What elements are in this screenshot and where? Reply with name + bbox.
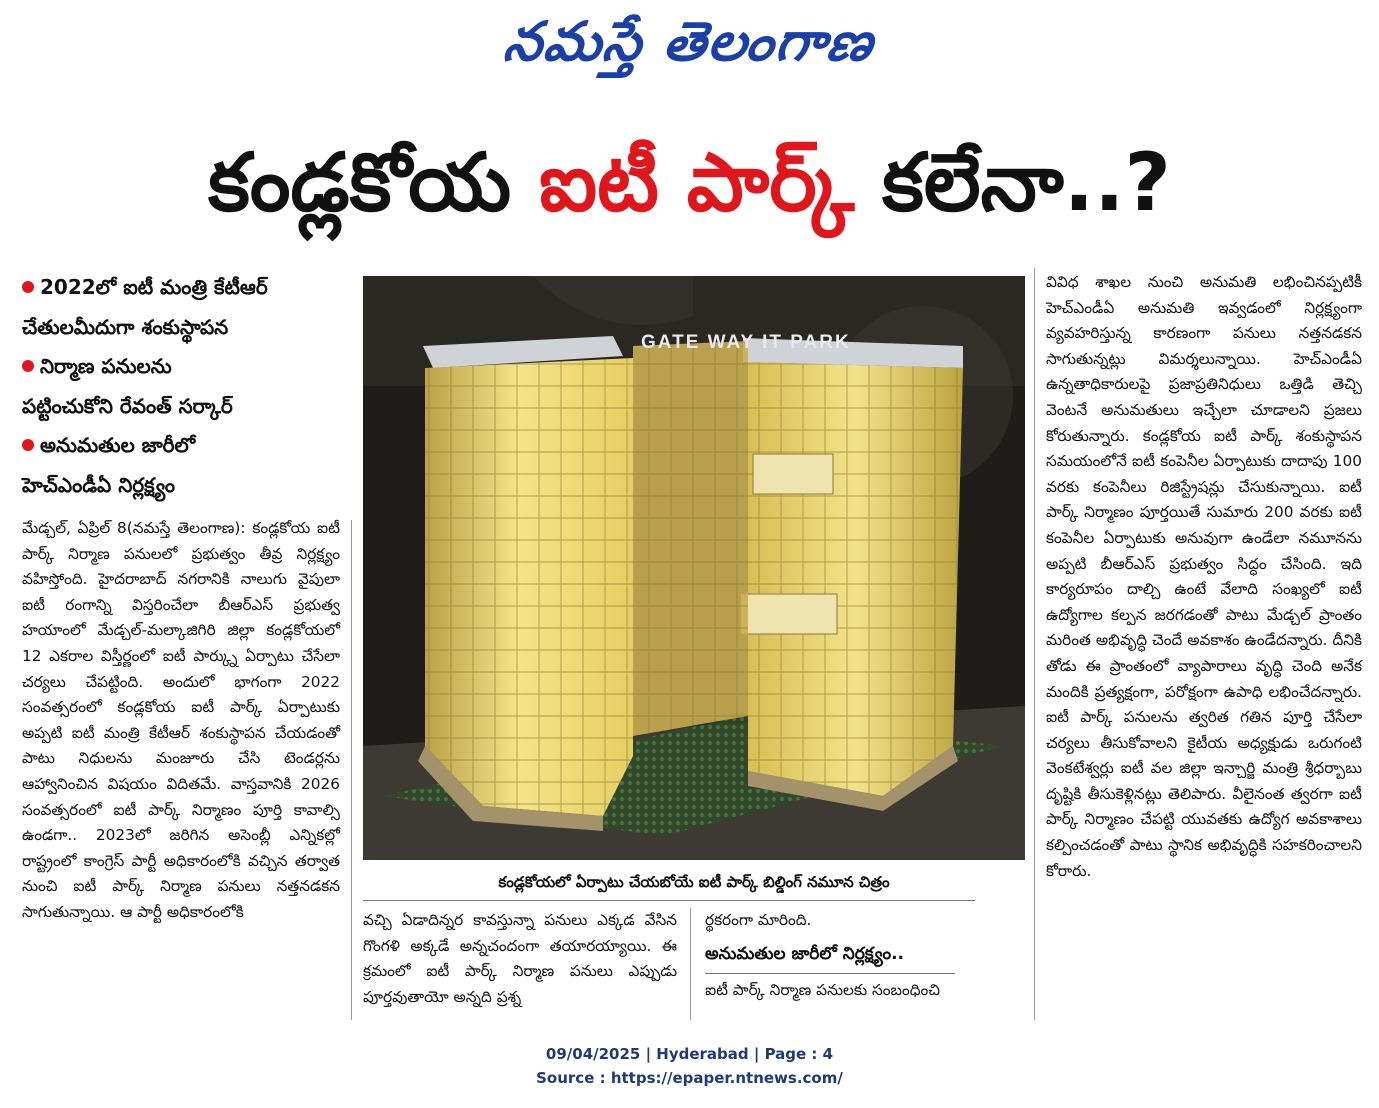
footer-source-link[interactable]: Source : https://epaper.ntnews.com/ bbox=[536, 1069, 843, 1087]
section-subheading: అనుమతుల జారీలో నిర్లక్ష్యం.. bbox=[705, 943, 904, 964]
article-text: ఐటీ పార్క్ నిర్మాణ పనులకు సంబంధించి bbox=[705, 981, 941, 1000]
building-sign-text: GATE WAY IT PARK bbox=[641, 332, 851, 353]
article-column-right bbox=[1046, 270, 1362, 884]
headline-part-3: కలేనా..? bbox=[882, 136, 1171, 229]
headline-part-2: ఐటీ పార్క్ bbox=[538, 136, 855, 229]
article-column-middle-left bbox=[363, 908, 677, 1010]
footer-dateline: 09/04/2025 | Hyderabad | Page : 4 bbox=[545, 1045, 834, 1063]
bullet-item: నిర్మాణ పనులను bbox=[22, 347, 340, 387]
building-model-illustration bbox=[363, 276, 1025, 860]
headline-part-1: కండ్లకోయ bbox=[208, 136, 512, 229]
bullet-item-continued: హెచ్ఎండీఏ నిర్లక్ష్యం bbox=[22, 472, 176, 497]
highlight-bullets bbox=[22, 268, 340, 505]
article-text: వచ్చి ఏడాదిన్నర కావస్తున్నా పనులు ఎక్కడ వేసిన గొంగళి అక్కడే అన్నచందంగా తయారయ్యాయి. ఈ క్రమంలో ఐటీ పార్క్ నిర్మాణ పనులు ఎప్పుడు పూర్తవుతాయో అన్నది ప్రశ్న bbox=[363, 911, 677, 1006]
caption-rule bbox=[363, 900, 975, 901]
column-divider bbox=[690, 908, 691, 1020]
column-divider bbox=[1034, 268, 1035, 1020]
masthead-logo: నమస్తే తెలంగాణ bbox=[500, 9, 879, 73]
building-model-photo bbox=[363, 276, 1025, 860]
column-divider bbox=[351, 520, 352, 1020]
photo-caption: కండ్లకోయలో ఏర్పాటు చేయబోయే ఐటీ పార్క్ బిల్డింగ్ నమూన చిత్రం bbox=[498, 873, 890, 891]
bullet-item-continued: పట్టించుకోని రేవంత్ సర్కార్ bbox=[22, 393, 233, 418]
bullet-dot-icon bbox=[22, 281, 34, 293]
subheading-rule bbox=[705, 973, 955, 974]
article-column-middle-right bbox=[705, 908, 1021, 1004]
bullet-dot-icon bbox=[22, 439, 34, 451]
article-text: మేడ్చల్, ఏప్రిల్ 8(నమస్తే తెలంగాణ): కండ్లకోయ ఐటీ పార్క్ నిర్మాణ పనులలో ప్రభుత్వం తీవ్ర నిర్లక్ష్యం వహిస్తోంది. హైదరాబాద్ నగరానికి నాలుగు వైపులా ఐటీ రంగాన్ని విస్తరించేలా బీఆర్ఎస్ ప్రభుత్వ హయాంలో మేడ్చల్-మల్కాజిగిరి జిల్లా కండ్లకోయలో 12 ఎకరాల విస్తీర్ణంలో ఐటీ పార్క్ను ఏర్పాటు చేసేలా చర్యలు చేపట్టింది. అందులో భాగంగా 2022 సంవత్సరంలో కండ్లకోయ ఐటీ పార్క్ ఏర్పాటుకు అప్పటి ఐటీ మంత్రి కేటీఆర్ శంకుస్థాపన చేయడంతో పాటు నిధులను మంజూరు చేసి టెండర్లను ఆహ్వానించిన విషయం విదితమే. వాస్తవానికి 2026 సంవత్సరంలో ఐటీ పార్క్ నిర్మాణం పూర్తి కావాల్సి ఉండగా.. 2023లో జరిగిన అసెంబ్లీ ఎన్నికల్లో రాష్ట్రంలో కాంగ్రెస్ పార్టీ అధికారంలోకి వచ్చిన తర్వాత నుంచి ఐటీ పార్క్ నిర్మాణ పనులు నత్తనడకన సాగుతున్నాయి. ఆ పార్టీ అధికారంలోకి bbox=[22, 519, 340, 921]
bullet-dot-icon bbox=[22, 360, 34, 372]
headline bbox=[0, 128, 1379, 238]
bullet-item-continued: చేతులమీదుగా శంకుస్థాపన bbox=[22, 314, 229, 339]
article-text: వివిధ శాఖల నుంచి అనుమతి లభించినప్పటికీ హెచ్ఎండీఏ అనుమతి ఇవ్వడంలో నిర్లక్ష్యంగా వ్యవహరిస్తున్న కారణంగా పనులు నత్తనడకన సాగుతున్నట్లు విమర్శలున్నాయి. హెచ్ఎండీఏ ఉన్నతాధికారులపై ప్రజాప్రతినిధులు ఒత్తిడి తెచ్చి వెంటనే అనుమతులు ఇచ్చేలా చూడాలని ప్రజలు కోరుతున్నారు. కండ్లకోయ ఐటీ పార్క్ శంకుస్థాపన సమయంలోనే ఐటీ కంపెనీల ఏర్పాటుకు దాదాపు 100 వరకు కంపెనీలు రిజిస్ట్రేషన్లు చేసుకున్నాయి. ఐటీ పార్క్ నిర్మాణం పూర్తయితే సుమారు 200 వరకు ఐటీ కంపెనీల ఏర్పాటుకు అనువుగా ఉండేలా నమూనను అప్పటి బీఆర్ఎస్ ప్రభుత్వం సిద్ధం చేసింది. ఇది కార్యరూపం దాల్చి ఉంటే వేలాది సంఖ్యలో ఐటీ ఉద్యోగాల కల్పన జరగడంతో పాటు మేడ్చల్ ప్రాంతం మరింత అభివృద్ధి చెందే అవకాశం ఉండేదన్నారు. దీనికి తోడు ఈ ప్రాంతంలో వ్యాపారాలు వృద్ధి చెంది అనేక మందికి ప్రత్యక్షంగా, పరోక్షంగా ఉపాధి లభించేదన్నారు. ఐటీ పార్క్ పనులను త్వరిత గతిన పూర్తి చేసేలా చర్యలు తీసుకోవాలని కైటీయ అధ్యక్షుడు ఒరుగంటి వెంకటేశ్వర్లు ఐటీ వల జిల్లా ఇన్చార్జి మంత్రి శ్రీధర్బాబు దృష్టికి తీసుకెళ్లినట్లు తెలిపారు. వీలైనంత త్వరగా ఐటీ పార్క్ నిర్మాణం చేపట్టి యువతకు ఉద్యోగ అవకాశాలు కల్పించడంతో పాటు స్థానిక అభివృద్ధికి సహకరించాలని కోరారు. bbox=[1046, 273, 1362, 880]
article-column-left bbox=[22, 516, 340, 926]
bullet-item: అనుమతుల జారీలో bbox=[22, 426, 340, 466]
bullet-item: 2022లో ఐటీ మంత్రి కేటీఆర్ bbox=[22, 268, 340, 308]
article-text: ర్థకరంగా మారింది. bbox=[705, 911, 812, 929]
